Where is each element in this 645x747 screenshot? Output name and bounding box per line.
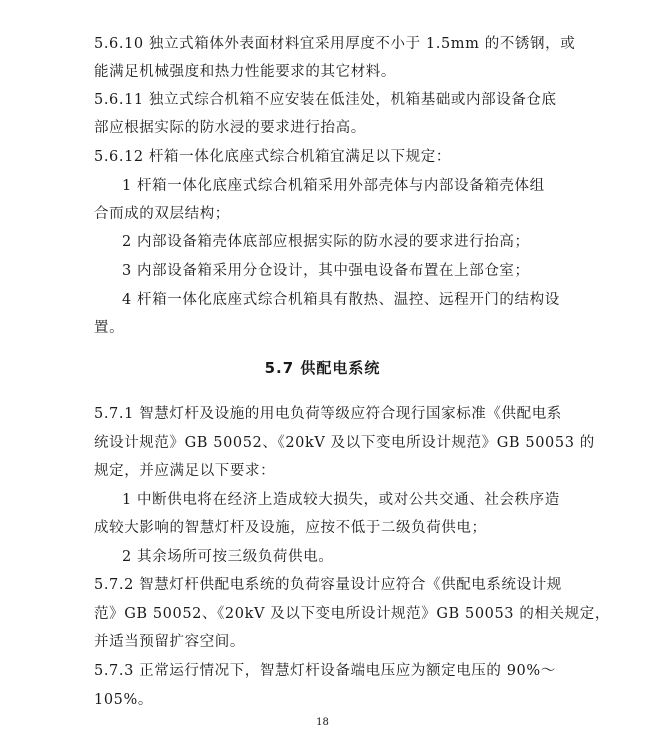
clause-5-7-2-line-2: 范》GB 50052、《20kV 及以下变电所设计规范》GB 50053 的相关规定，	[94, 606, 610, 622]
clause-5-6-10-line-2: 能满足机械强度和热力性能要求的其它材料。	[94, 64, 396, 80]
clause-5-6-12-item-4-line-2: 置。	[94, 320, 125, 336]
clause-5-7-1-item-1-line-1: 1 中断供电将在经济上造成较大损失，或对公共交通、社会秩序造	[122, 492, 560, 508]
section-title: 5.7 供配电系统	[264, 359, 381, 377]
clause-5-6-12-item-3: 3 内部设备箱采用分仓设计，其中强电设备布置在上部仓室；	[122, 263, 530, 279]
clause-5-7-1-line-1: 5.7.1 智慧灯杆及设施的用电负荷等级应符合现行国家标准《供配电系	[94, 406, 562, 422]
clause-5-6-12-line-1: 5.6.12 杆箱一体化底座式综合机箱宜满足以下规定：	[94, 149, 451, 165]
page-number: 18	[316, 717, 329, 728]
clause-5-6-12-item-1-line-1: 1 杆箱一体化底座式综合机箱采用外部壳体与内部设备箱壳体组	[122, 178, 545, 194]
clause-5-6-12-item-4-line-1: 4 杆箱一体化底座式综合机箱具有散热、温控、远程开门的结构设	[122, 292, 560, 308]
clause-5-7-3-line-2: 105%。	[94, 692, 153, 708]
clause-5-6-12-item-2: 2 内部设备箱壳体底部应根据实际的防水浸的要求进行抬高；	[122, 234, 530, 250]
clause-5-7-1-item-2: 2 其余场所可按三级负荷供电。	[122, 549, 334, 565]
clause-5-7-1-line-3: 规定，并应满足以下要求：	[94, 463, 276, 479]
clause-5-6-11-line-2: 部应根据实际的防水浸的要求进行抬高。	[94, 120, 366, 136]
clause-5-6-11-line-1: 5.6.11 独立式综合机箱不应安装在低洼处，机箱基础或内部设备仓底	[94, 92, 557, 108]
clause-5-7-2-line-3: 并适当预留扩容空间。	[94, 634, 245, 650]
clause-5-7-1-line-2: 统设计规范》GB 50052、《20kV 及以下变电所设计规范》GB 50053 的	[94, 435, 595, 451]
clause-5-6-12-item-1-line-2: 合而成的双层结构；	[94, 206, 230, 222]
clause-5-7-3-line-1: 5.7.3 正常运行情况下，智慧灯杆设备端电压应为额定电压的 90%～	[94, 663, 556, 679]
clause-5-7-1-item-1-line-2: 成较大影响的智慧灯杆及设施，应按不低于二级负荷供电；	[94, 520, 487, 536]
clause-5-7-2-line-1: 5.7.2 智慧灯杆供配电系统的负荷容量设计应符合《供配电系统设计规	[94, 577, 562, 593]
clause-5-6-10-line-1: 5.6.10 独立式箱体外表面材料宜采用厚度不小于 1.5mm 的不锈钢，或	[94, 36, 576, 52]
